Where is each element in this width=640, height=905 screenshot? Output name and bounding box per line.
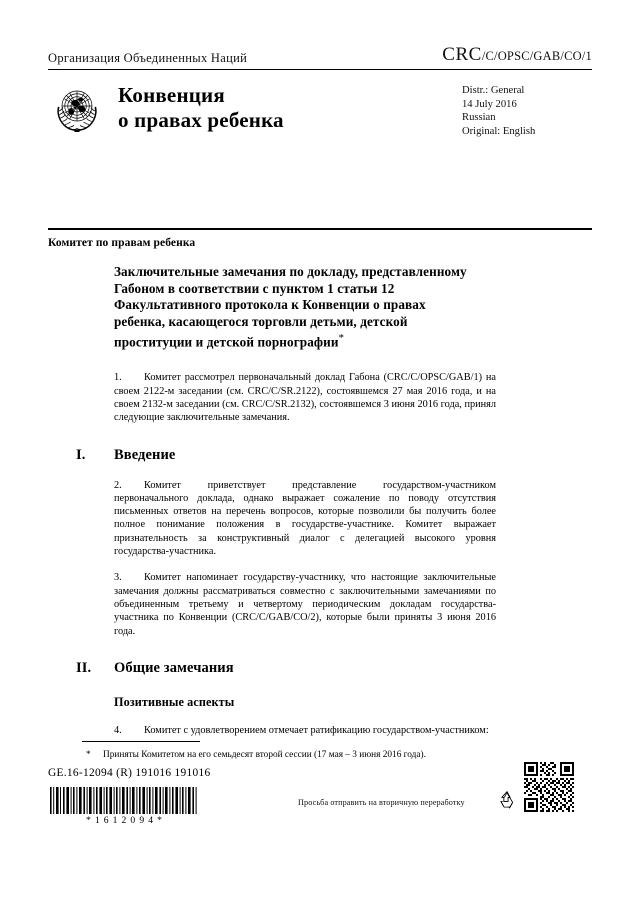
- convention-title: [118, 81, 462, 133]
- document-symbol-rest: /C/OPSC/GAB/CO/1: [481, 49, 592, 63]
- section-heading-general-observations: [76, 660, 548, 677]
- paragraph-2-number: 2.: [114, 479, 122, 491]
- header-top-row: [48, 44, 592, 69]
- header-rule: [48, 69, 592, 70]
- distribution-original: Original: English: [462, 125, 536, 137]
- distribution-date: 14 July 2016: [462, 98, 517, 110]
- section-1-number: I.: [76, 446, 86, 463]
- footnote-separator: [82, 741, 200, 742]
- paragraph-2-text: Комитет приветствует представление государством-участником первоначального доклада, однако выражает сожаление по поводу отсутствия письменных ответов на перечень вопросов, которые позволили бы получить более полное понимание положения в государстве-участнике. Комитет выражает признательность за конструктивный диалог с делегацией высокого уровня государства-участника.: [114, 479, 496, 558]
- organization-name: Организация Объединенных Наций: [48, 51, 248, 65]
- section-divider-rule: [48, 228, 592, 230]
- qr-code: [524, 762, 574, 812]
- paragraph-4-text: Комитет с удовлетворением отмечает ратификацию государством-участником:: [144, 724, 489, 736]
- section-2-title: Общие замечания: [114, 659, 234, 676]
- convention-title-line1: Конвенция: [118, 83, 225, 107]
- document-symbol-main: CRC: [442, 44, 482, 65]
- section-1-title: Введение: [114, 446, 176, 463]
- page-title: [114, 264, 476, 351]
- page-title-footnote-marker: *: [338, 332, 345, 345]
- paragraph-4-number: 4.: [114, 724, 122, 736]
- un-emblem-icon: [48, 83, 106, 135]
- committee-name: Комитет по правам ребенка: [48, 237, 196, 249]
- recycle-icon: [496, 789, 518, 810]
- paragraph-1-number: 1.: [114, 372, 122, 384]
- header-body-row: [48, 81, 592, 138]
- barcode: [48, 787, 200, 826]
- section-heading-introduction: [76, 447, 548, 464]
- paragraph-1: [114, 371, 496, 424]
- convention-title-line2: о правах ребенка: [118, 108, 284, 132]
- distribution-language: Russian: [462, 112, 496, 123]
- footnote: [86, 749, 536, 761]
- paragraph-1-text: Комитет рассмотрел первоначальный доклад Габона (CRC/C/OPSC/GAB/1) на своем 2122-м заседании (см. CRC/C/SR.2122), состоявшемся 27 мая 2016 года, и на своем 2132-м заседании (см. CRC/C/SR.2132), состоявшемся 3 июня 2016 года, принял следующие заключительные замечания.: [114, 372, 496, 424]
- section-2-number: II.: [76, 659, 92, 676]
- page-title-text: Заключительные замечания по докладу, представленному Габоном в соответствии с пунктом 1 статьи 12 Факультативного протокола к Конвенции о правах ребенка, касающегося торговли детьми, детской проституции и детской порнографии: [114, 264, 467, 350]
- job-number: GE.16-12094 (R) 191016 191016: [48, 767, 211, 779]
- barcode-text: *1612094*: [85, 815, 167, 826]
- footnote-text: Приняты Комитетом на его семьдесят второй сессии (17 мая – 3 июня 2016 года).: [103, 750, 426, 760]
- footnote-marker: *: [86, 750, 91, 760]
- distribution-type: Distr.: General: [462, 85, 525, 96]
- paragraph-3: [114, 571, 496, 637]
- document-symbol: [442, 44, 592, 66]
- document-content: [48, 264, 548, 737]
- paragraph-3-text: Комитет напоминает государству-участнику, что настоящие заключительные замечания должны рассматриваться совместно с заключительными замечаниями по объединенным третьему и четвертому периодическим докладам государства-участника по Конвенции (CRC/C/GAB/CO/2), которые были приняты 3 июня 2016 года.: [114, 572, 496, 637]
- paragraph-3-number: 3.: [114, 572, 122, 584]
- paragraph-4: [114, 724, 496, 737]
- distribution-block: [462, 81, 592, 138]
- subsection-heading-positive-aspects: Позитивные аспекты: [114, 694, 235, 709]
- recycle-note: Просьба отправить на вторичную переработку: [298, 798, 465, 807]
- paragraph-2: [114, 479, 496, 559]
- document-header: [48, 44, 592, 138]
